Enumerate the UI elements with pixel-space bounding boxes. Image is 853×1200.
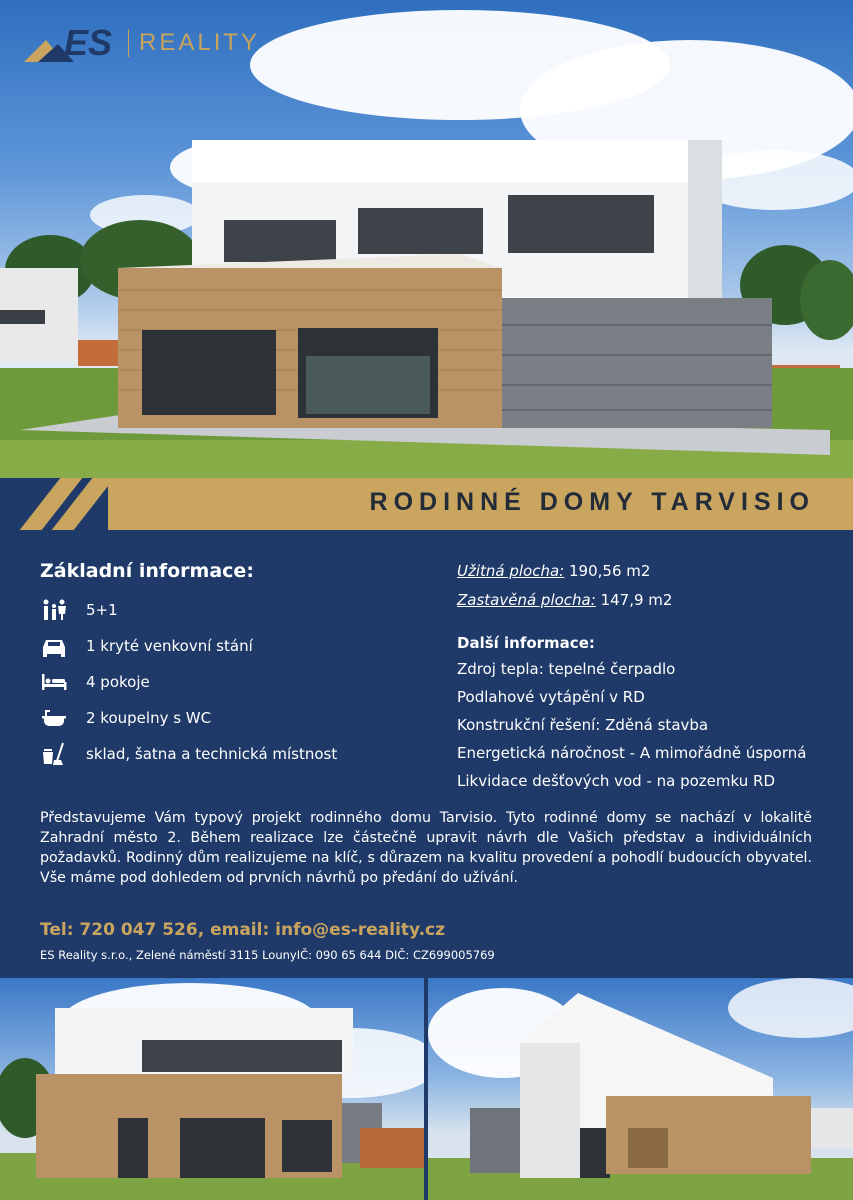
usable-area-value: 190,56 m2	[569, 562, 651, 580]
basic-info-text: 2 koupelny s WC	[86, 709, 212, 727]
basic-info-text: 4 pokoje	[86, 673, 150, 691]
list-item	[40, 700, 400, 736]
basic-info-text: sklad, šatna a technická místnost	[86, 745, 338, 763]
usable-area-label: Užitná plocha:	[457, 562, 565, 580]
logo-mark-text: ES	[64, 22, 113, 63]
logo-mark-icon	[24, 22, 120, 64]
basic-info-text: 5+1	[86, 601, 118, 619]
info-section	[0, 530, 853, 978]
more-info-heading: Další informace:	[457, 634, 595, 652]
built-area	[457, 591, 837, 620]
title-band	[0, 478, 853, 530]
photo-right	[428, 978, 853, 1200]
built-area-value: 147,9 m2	[600, 591, 673, 609]
bathtub-icon	[40, 705, 68, 731]
list-item: Zdroj tepla: tepelné čerpadlo	[457, 660, 676, 678]
basic-info-text: 1 kryté venkovní stání	[86, 637, 253, 655]
list-item	[40, 664, 400, 700]
list-item	[40, 628, 400, 664]
list-item	[40, 592, 400, 628]
project-description: Představujeme Vám typový projekt rodinného domu Tarvisio. Tyto rodinné domy se nachází v lokalitě Zahradní město 2. Během realizace lze částečně upravit návrh dle Vašich představ a individuálních požadavků. Rodinný dům realizujeme na klíč, s důrazem na kvalitu provedení a pohodlí budoucích obyvatel. Vše máme pod dohledem od prvních návrhů po předání do užívání.	[40, 810, 812, 886]
photo-left	[0, 978, 424, 1200]
list-item: Podlahové vytápění v RD	[457, 688, 645, 706]
usable-area	[457, 562, 837, 591]
company-details: ES Reality s.r.o., Zelené náměstí 3115 LounyIČ: 090 65 644 DIČ: CZ699005769	[40, 948, 495, 962]
contact-line[interactable]: Tel: 720 047 526, email: info@es-reality.cz	[40, 920, 445, 940]
family-icon	[40, 597, 68, 623]
house-illustration	[0, 0, 853, 478]
list-item: Likvidace dešťových vod - na pozemku RD	[457, 772, 775, 790]
hero-photo	[0, 0, 853, 478]
company-logo[interactable]	[24, 22, 260, 64]
built-area-label: Zastavěná plocha:	[457, 591, 596, 609]
bed-icon	[40, 669, 68, 695]
page-title: RODINNÉ DOMY TARVISIO	[369, 488, 815, 516]
list-item	[40, 736, 400, 772]
details-column	[457, 562, 837, 800]
list-item: Konstrukční řešení: Zděná stavba	[457, 716, 709, 734]
list-item: Energetická náročnost - A mimořádně úsporná	[457, 744, 807, 762]
car-icon	[40, 633, 68, 659]
logo-wordmark: REALITY	[128, 29, 260, 57]
cleaning-icon	[40, 741, 68, 767]
basic-info-list	[40, 592, 400, 772]
basic-info-heading: Základní informace:	[40, 560, 254, 582]
